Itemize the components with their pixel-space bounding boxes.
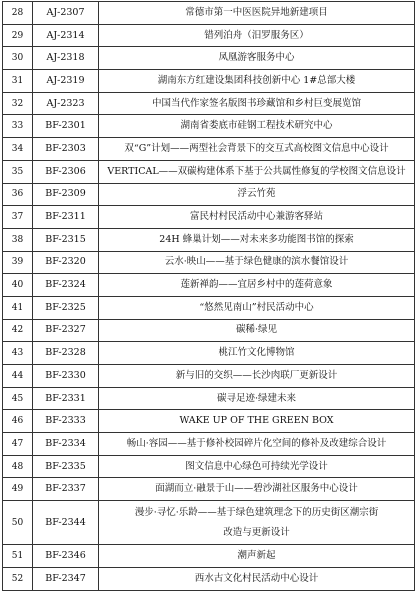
- project-title: 富民村村民活动中心兼游客驿站: [99, 206, 415, 229]
- row-number: 48: [3, 455, 33, 478]
- project-code: BF-2327: [33, 319, 99, 342]
- row-number: 47: [3, 433, 33, 456]
- table-row: [3, 160, 415, 183]
- row-number: 36: [3, 183, 33, 206]
- project-title: VERTICAL——双碳构建体系下基于公共属性修复的学校图文信息设计: [99, 160, 415, 183]
- project-list-table: [2, 1, 415, 591]
- row-number: 33: [3, 115, 33, 138]
- project-title: 桃江竹文化博物馆: [99, 342, 415, 365]
- project-code: BF-2337: [33, 478, 99, 501]
- table-row: [3, 567, 415, 590]
- project-title: WAKE UP OF THE GREEN BOX: [99, 410, 415, 433]
- project-title: 错列泊舟（汨罗服务区）: [99, 24, 415, 47]
- table-row: [3, 296, 415, 319]
- row-number: 41: [3, 296, 33, 319]
- project-code: BF-2311: [33, 206, 99, 229]
- row-number: 38: [3, 228, 33, 251]
- project-code: BF-2324: [33, 274, 99, 297]
- project-code: BF-2306: [33, 160, 99, 183]
- project-title: 常德市第一中医医院异地新建项目: [99, 2, 415, 25]
- row-number: 40: [3, 274, 33, 297]
- row-number: 31: [3, 70, 33, 93]
- project-title: 潮声新起: [99, 545, 415, 568]
- table-row: [3, 24, 415, 47]
- row-number: 51: [3, 545, 33, 568]
- row-number: 37: [3, 206, 33, 229]
- table-row: [3, 433, 415, 456]
- row-number: 35: [3, 160, 33, 183]
- project-title: 24H 蜂巢计划——对未来多功能图书馆的探索: [99, 228, 415, 251]
- row-number: 50: [3, 501, 33, 545]
- table-row: [3, 206, 415, 229]
- project-title: [99, 501, 415, 545]
- row-number: 42: [3, 319, 33, 342]
- project-title: 双“G”计划——两型社会背景下的交互式高校图文信息中心设计: [99, 138, 415, 161]
- project-title: 中国当代作家签名版图书珍藏馆和乡村巨变展览馆: [99, 92, 415, 115]
- project-title: 湖南省娄底市硅钢工程技术研究中心: [99, 115, 415, 138]
- table-row: [3, 365, 415, 388]
- table-row: [3, 478, 415, 501]
- row-number: 52: [3, 567, 33, 590]
- project-code: BF-2301: [33, 115, 99, 138]
- project-title: 碳稀·绿见: [99, 319, 415, 342]
- table-row: [3, 387, 415, 410]
- row-number: 46: [3, 410, 33, 433]
- project-code: BF-2333: [33, 410, 99, 433]
- project-code: BF-2328: [33, 342, 99, 365]
- project-code: AJ-2318: [33, 47, 99, 70]
- table-row: [3, 410, 415, 433]
- table-row: [3, 47, 415, 70]
- project-title: 莲新禅韵——宜居乡村中的莲荷意象: [99, 274, 415, 297]
- table-row: [3, 115, 415, 138]
- row-number: 45: [3, 387, 33, 410]
- table-row: [3, 228, 415, 251]
- table-row: [3, 138, 415, 161]
- row-number: 29: [3, 24, 33, 47]
- table-row: [3, 342, 415, 365]
- project-title: “悠然见南山”村民活动中心: [99, 296, 415, 319]
- table-row: [3, 70, 415, 93]
- row-number: 28: [3, 2, 33, 25]
- project-code: AJ-2323: [33, 92, 99, 115]
- row-number: 44: [3, 365, 33, 388]
- row-number: 32: [3, 92, 33, 115]
- project-title: 凤凰游客服务中心: [99, 47, 415, 70]
- table-row: [3, 2, 415, 25]
- project-code: BF-2346: [33, 545, 99, 568]
- project-code: BF-2303: [33, 138, 99, 161]
- row-number: 49: [3, 478, 33, 501]
- project-title: 云水·映山——基于绿色健康的滨水餐馆设计: [99, 251, 415, 274]
- project-code: AJ-2319: [33, 70, 99, 93]
- project-code: BF-2309: [33, 183, 99, 206]
- project-title-line-2: 改造与更新设计: [223, 526, 290, 538]
- row-number: 39: [3, 251, 33, 274]
- project-title: 面湖而立·融景于山——碧沙湖社区服务中心设计: [99, 478, 415, 501]
- table-row: [3, 545, 415, 568]
- table-row: [3, 274, 415, 297]
- project-code: BF-2315: [33, 228, 99, 251]
- project-title: 西水古文化村民活动中心设计: [99, 567, 415, 590]
- project-title: 浮云竹苑: [99, 183, 415, 206]
- project-title: 图文信息中心绿色可持续光学设计: [99, 455, 415, 478]
- project-code: AJ-2314: [33, 24, 99, 47]
- project-title: 湖南东方红建设集团科技创新中心 1#总部大楼: [99, 70, 415, 93]
- project-code: BF-2331: [33, 387, 99, 410]
- project-code: AJ-2307: [33, 2, 99, 25]
- project-code: BF-2325: [33, 296, 99, 319]
- project-code: BF-2334: [33, 433, 99, 456]
- project-title: 碳寻足迹·绿建未来: [99, 387, 415, 410]
- table-row: [3, 455, 415, 478]
- project-code: BF-2330: [33, 365, 99, 388]
- project-code: BF-2320: [33, 251, 99, 274]
- table-row: [3, 251, 415, 274]
- row-number: 34: [3, 138, 33, 161]
- project-code: BF-2347: [33, 567, 99, 590]
- project-title-line-1: 漫步·寻忆·乐龄——基于绿色建筑理念下的历史街区潮宗街: [134, 506, 379, 518]
- project-title: 畅山·容园——基于修补校园碎片化空间的修补及改建综合设计: [99, 433, 415, 456]
- table-row: [3, 501, 415, 545]
- table-row: [3, 183, 415, 206]
- table-row: [3, 319, 415, 342]
- row-number: 43: [3, 342, 33, 365]
- table-row: [3, 92, 415, 115]
- project-code: BF-2335: [33, 455, 99, 478]
- project-code: BF-2344: [33, 501, 99, 545]
- row-number: 30: [3, 47, 33, 70]
- project-title: 新与旧的交织——长沙肉联厂更新设计: [99, 365, 415, 388]
